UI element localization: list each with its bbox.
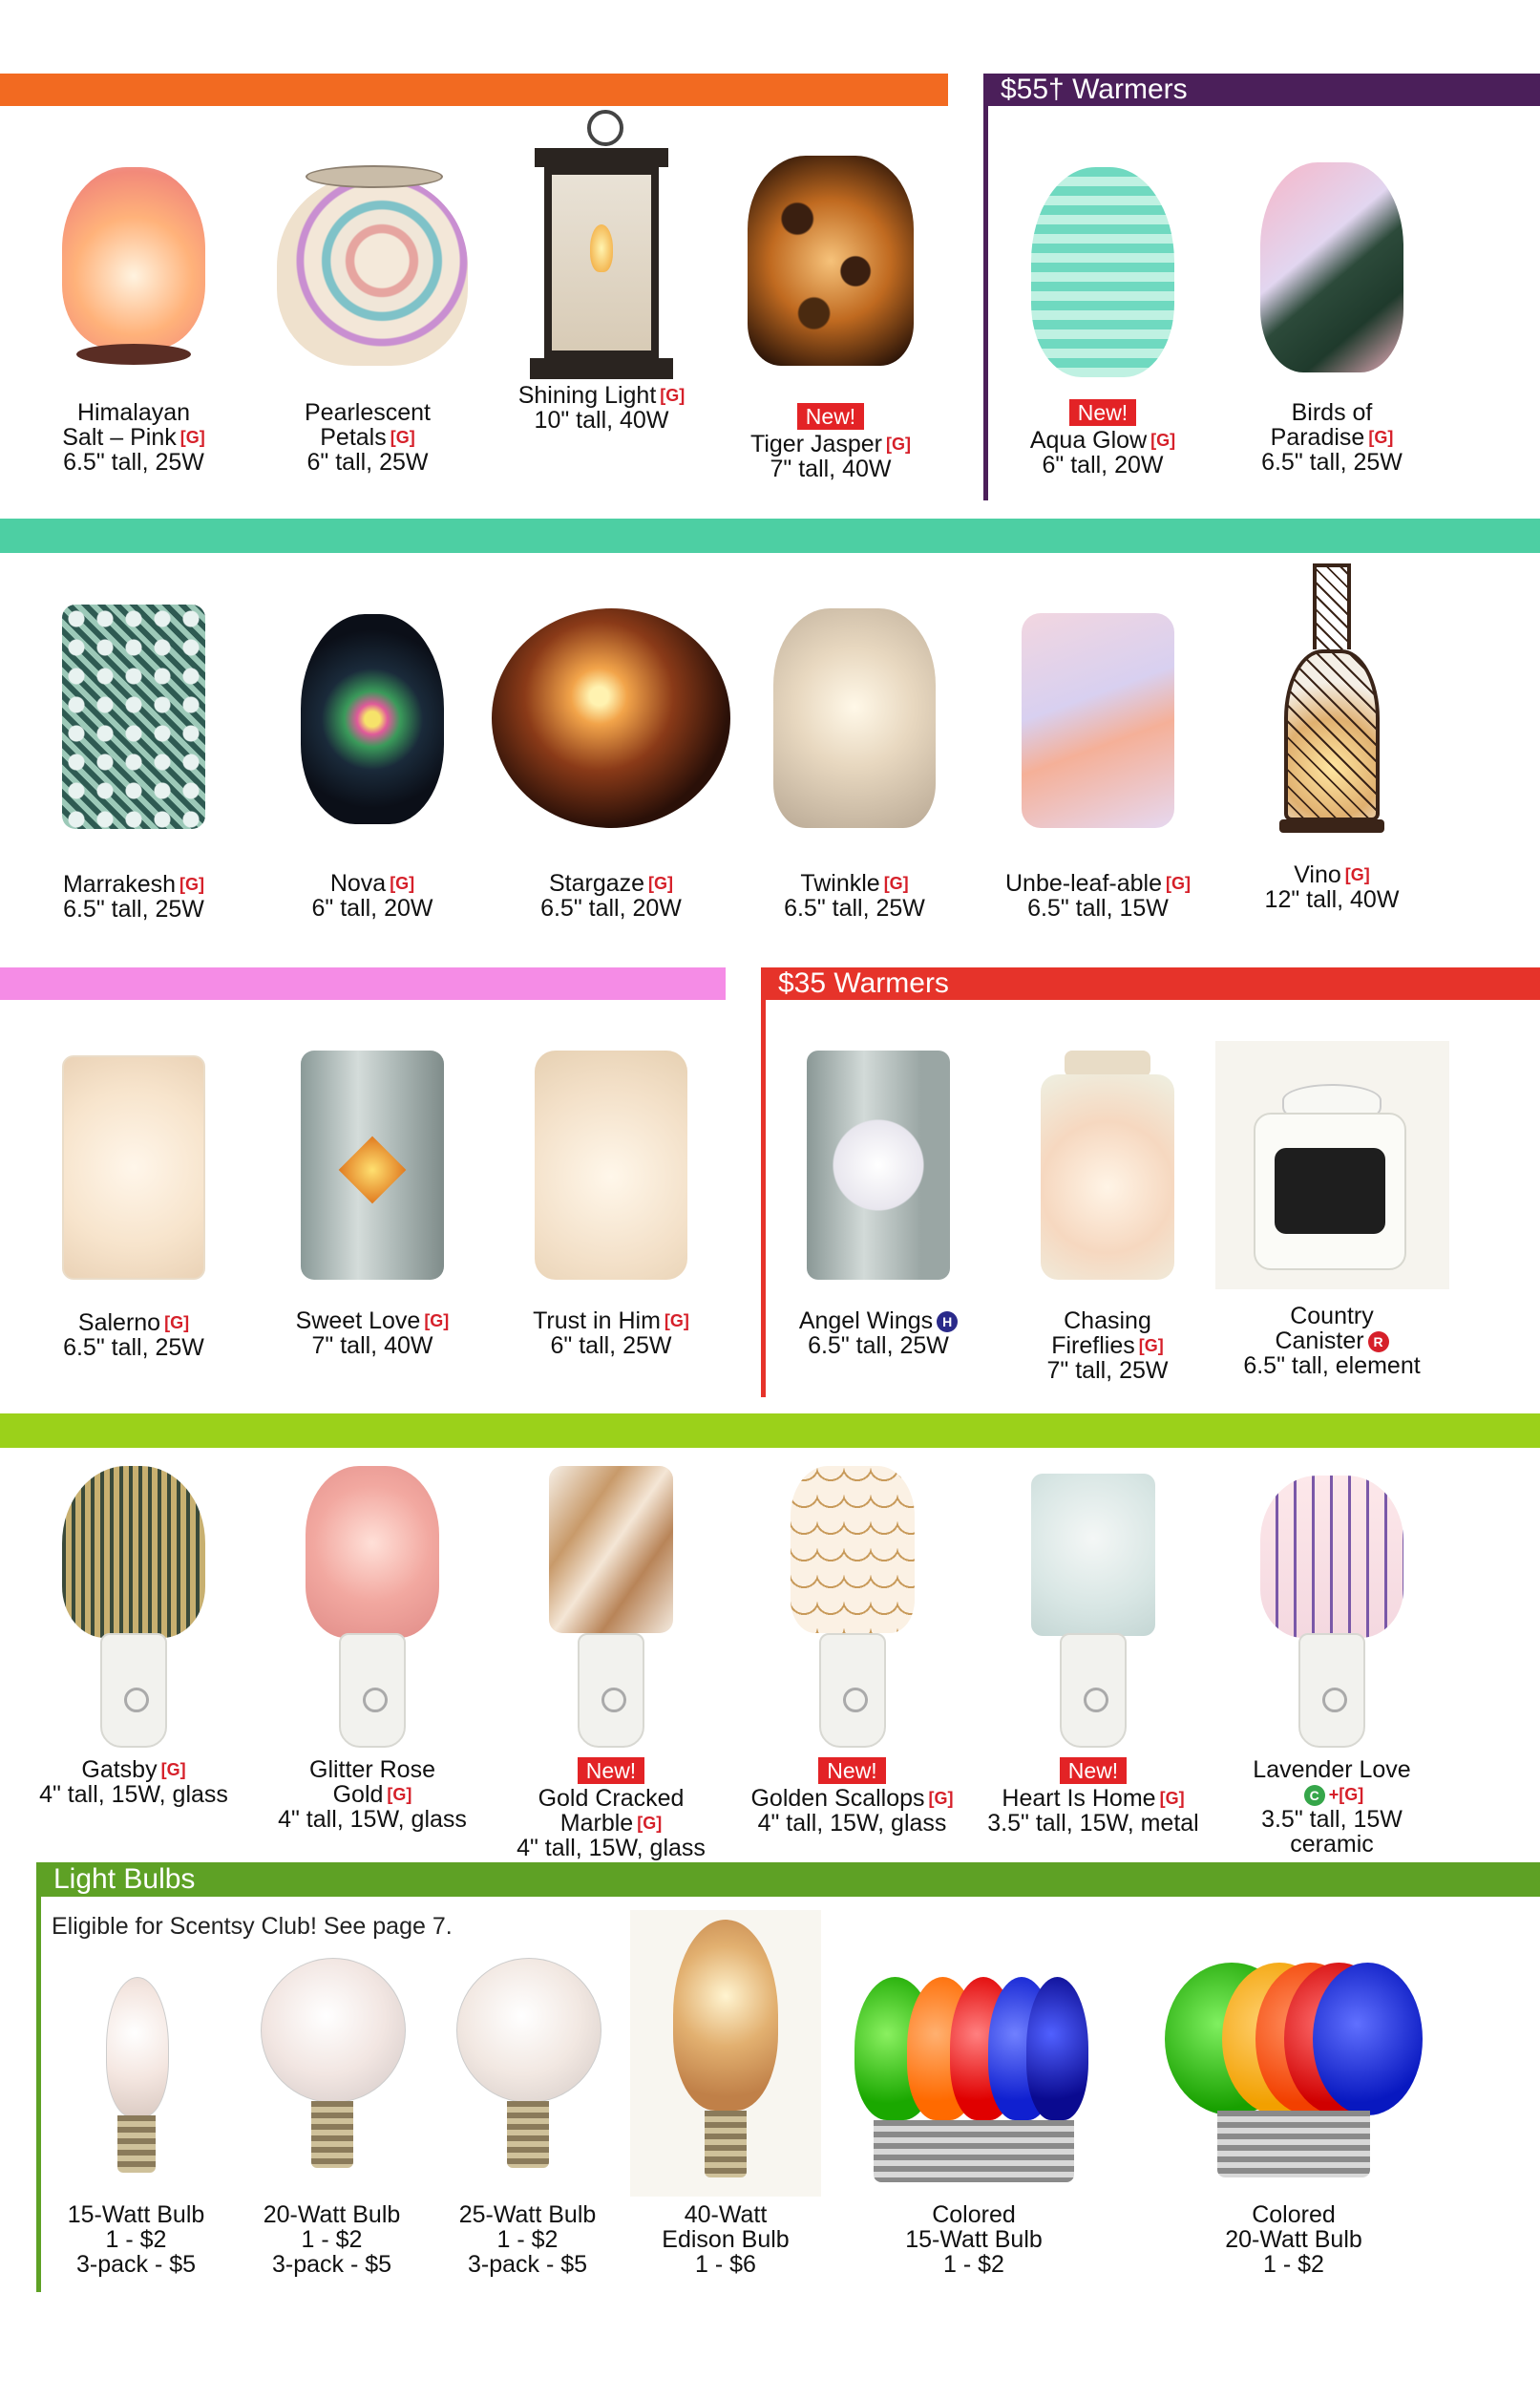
r-badge: R — [1368, 1331, 1389, 1352]
g-badge: [G] — [883, 874, 909, 893]
product-spec: 6.5" tall, 25W — [63, 896, 204, 923]
g-badge: [G] — [179, 428, 205, 447]
product-glitter-rose-gold[interactable] — [267, 1466, 477, 1832]
g-badge: [G] — [1150, 431, 1176, 450]
product-spec: 6" tall, 20W — [311, 895, 433, 922]
product-spec: 4" tall, 15W, glass — [517, 1835, 706, 1861]
g-badge: [G] — [390, 874, 415, 893]
colored-15-watt-bulbs-image — [854, 1967, 1093, 2197]
product-spec: 6.5" tall, element — [1243, 1352, 1421, 1379]
g-badge: [G] — [648, 874, 674, 893]
light-bulbs-header — [36, 1862, 1540, 1897]
chasing-fireflies-warmer-image — [1031, 1046, 1184, 1289]
product-name: Shining Light — [517, 382, 657, 409]
product-spec: 6.5" tall, 25W — [1261, 449, 1403, 476]
c-badge: C — [1304, 1785, 1325, 1806]
product-name: Chasing — [1064, 1307, 1151, 1334]
product-name: Marrakesh — [62, 871, 177, 898]
product-spec: 7" tall, 25W — [1046, 1357, 1169, 1384]
product-spec: 4" tall, 15W, glass — [39, 1781, 228, 1808]
product-name: Gold Cracked — [538, 1785, 685, 1812]
product-marrakesh[interactable] — [38, 600, 229, 922]
product-name-line2: Salt – Pink — [62, 424, 177, 451]
new-badge: New! — [578, 1757, 644, 1784]
product-price-pack: 3-pack - $5 — [271, 2251, 392, 2278]
product-spec: 10" tall, 40W — [534, 407, 669, 434]
country-canister-warmer-image — [1215, 1041, 1449, 1289]
golden-scallops-warmer-image — [781, 1466, 924, 1748]
product-gold-cracked-marble[interactable] — [506, 1466, 716, 1860]
product-spec: 4" tall, 15W, glass — [757, 1810, 947, 1837]
g-badge: [G] — [1368, 428, 1394, 447]
product-tiger-jasper[interactable] — [735, 148, 926, 481]
g-badge: [G] — [1166, 874, 1191, 893]
marrakesh-warmer-image — [57, 600, 210, 834]
product-spec: 6.5" tall, 25W — [784, 895, 925, 922]
product-spec: 12" tall, 40W — [1264, 886, 1400, 913]
product-golden-scallops[interactable] — [735, 1466, 969, 1836]
product-20-watt-bulb[interactable] — [248, 1948, 415, 2277]
product-spec: 6.5" tall, 25W — [63, 1334, 204, 1361]
product-name: Vino — [1294, 861, 1341, 888]
plus-g-badge: +[G] — [1328, 1785, 1364, 1804]
himalayan-salt-warmer-image — [53, 158, 215, 387]
product-name-line2: Marble — [559, 1810, 634, 1837]
product-colored-15-watt-bulb[interactable] — [840, 1967, 1108, 2277]
angel-wings-warmer-image — [797, 1046, 960, 1289]
g-badge: [G] — [179, 875, 205, 894]
product-spec: 3.5" tall, 15W, metal — [987, 1810, 1199, 1837]
g-badge: [G] — [390, 428, 415, 447]
product-name: Birds of — [1291, 399, 1373, 426]
warmers-35-header — [761, 967, 1540, 1000]
aqua-glow-warmer-image — [1022, 162, 1184, 392]
lime-band — [0, 1413, 1540, 1448]
product-spec: 6" tall, 25W — [550, 1332, 672, 1359]
product-name-line2: 20-Watt Bulb — [1225, 2226, 1362, 2253]
gatsby-warmer-image — [57, 1466, 210, 1748]
product-name: Angel Wings — [798, 1307, 934, 1334]
product-price: 1 - $2 — [105, 2226, 167, 2253]
product-shining-light[interactable] — [496, 110, 707, 433]
product-chasing-fireflies[interactable] — [1012, 1046, 1203, 1383]
product-name: Glitter Rose — [309, 1756, 435, 1783]
product-name-line2: Canister — [1275, 1327, 1364, 1354]
product-name: Heart Is Home — [1002, 1785, 1156, 1812]
product-name: Sweet Love — [295, 1307, 421, 1334]
product-name: Twinkle — [800, 870, 880, 897]
nova-warmer-image — [296, 609, 449, 829]
g-badge: [G] — [1344, 865, 1370, 884]
product-gatsby[interactable] — [33, 1466, 234, 1807]
warmers-35-divider — [761, 967, 766, 1397]
product-spec-line2: ceramic — [1290, 1831, 1374, 1858]
product-spec: 4" tall, 15W, glass — [278, 1806, 467, 1833]
g-badge: [G] — [886, 435, 911, 454]
pearlescent-petals-warmer-image — [267, 158, 477, 387]
orange-band — [0, 74, 948, 106]
g-badge: [G] — [1159, 1789, 1185, 1808]
product-name: 25-Watt Bulb — [458, 2201, 597, 2228]
product-himalayan-salt-pink[interactable] — [33, 158, 234, 475]
product-name: 40-Watt — [684, 2201, 768, 2228]
product-name: Gatsby — [81, 1756, 158, 1783]
product-birds-of-paradise[interactable] — [1236, 158, 1427, 475]
product-price: 1 - $2 — [496, 2226, 559, 2253]
product-spec: 7" tall, 40W — [311, 1332, 433, 1359]
light-bulbs-title: Light Bulbs — [53, 1863, 196, 1895]
product-lavender-love[interactable] — [1227, 1466, 1437, 1857]
product-name: Pearlescent — [304, 399, 432, 426]
product-name: Tiger Jasper — [749, 431, 882, 457]
product-name: Stargaze — [548, 870, 645, 897]
g-badge: [G] — [164, 1313, 190, 1332]
product-name: Colored — [932, 2201, 1016, 2228]
product-25-watt-bulb[interactable] — [444, 1948, 611, 2277]
trust-in-him-warmer-image — [530, 1046, 692, 1289]
product-name-line2: Gold — [332, 1781, 384, 1808]
g-badge: [G] — [424, 1311, 450, 1330]
product-name: Aqua Glow — [1029, 427, 1148, 454]
bulbs-eligible-note: Eligible for Scentsy Club! See page 7. — [52, 1913, 453, 1940]
product-name-line2: Fireflies — [1051, 1332, 1135, 1359]
product-nova[interactable] — [277, 609, 468, 921]
product-40-watt-edison-bulb[interactable] — [630, 1910, 821, 2277]
new-badge: New! — [818, 1757, 885, 1784]
g-badge: [G] — [664, 1311, 689, 1330]
birds-of-paradise-warmer-image — [1255, 158, 1408, 387]
product-name: Unbe-leaf-able — [1005, 870, 1162, 897]
warmers-55-header — [983, 74, 1540, 106]
product-angel-wings[interactable] — [783, 1046, 974, 1358]
40-watt-edison-bulb-image — [630, 1910, 821, 2197]
product-name: Trust in Him — [533, 1307, 661, 1334]
25-watt-bulb-image — [456, 1948, 600, 2197]
g-badge: [G] — [637, 1814, 663, 1833]
product-trust-in-him[interactable] — [511, 1046, 711, 1358]
vino-warmer-image — [1279, 563, 1384, 836]
15-watt-bulb-image — [98, 1967, 175, 2197]
new-badge: New! — [797, 403, 864, 430]
product-spec: 6.5" tall, 20W — [540, 895, 682, 922]
product-heart-is-home[interactable] — [979, 1466, 1208, 1836]
colored-20-watt-bulbs-image — [1165, 1958, 1423, 2197]
product-name-line2: 15-Watt Bulb — [905, 2226, 1043, 2253]
product-price-pack: 3-pack - $5 — [467, 2251, 588, 2278]
product-name: Lavender Love — [1253, 1756, 1411, 1783]
product-name: Nova — [329, 870, 387, 897]
product-price: 1 - $6 — [695, 2251, 756, 2278]
warmers-55-title: $55† Warmers — [1001, 74, 1188, 105]
product-name: Salerno — [77, 1309, 161, 1336]
product-spec: 6" tall, 20W — [1042, 452, 1164, 478]
product-spec: 6" tall, 25W — [306, 449, 429, 476]
new-badge: New! — [1069, 399, 1136, 426]
product-twinkle[interactable] — [759, 604, 950, 921]
product-name: 15-Watt Bulb — [67, 2201, 205, 2228]
product-spec: 6.5" tall, 25W — [808, 1332, 949, 1359]
heart-is-home-warmer-image — [1022, 1466, 1165, 1748]
product-pearlescent-petals[interactable] — [267, 158, 468, 475]
product-spec: 6.5" tall, 25W — [63, 449, 204, 476]
product-name-line2: Paradise — [1270, 424, 1365, 451]
product-sweet-love[interactable] — [277, 1046, 468, 1358]
salerno-warmer-image — [57, 1051, 210, 1289]
twinkle-warmer-image — [769, 604, 940, 833]
product-country-canister[interactable] — [1213, 1041, 1451, 1378]
product-spec: 7" tall, 40W — [770, 456, 892, 482]
product-spec: 6.5" tall, 15W — [1027, 895, 1169, 922]
new-badge: New! — [1060, 1757, 1127, 1784]
glitter-rose-gold-warmer-image — [296, 1466, 449, 1748]
shining-light-warmer-image — [516, 110, 687, 387]
product-colored-20-watt-bulb[interactable] — [1160, 1958, 1427, 2277]
h-badge: H — [937, 1311, 958, 1332]
product-name-line2: Edison Bulb — [662, 2226, 790, 2253]
20-watt-bulb-image — [261, 1948, 404, 2197]
g-badge: [G] — [160, 1760, 186, 1779]
gold-cracked-marble-warmer-image — [539, 1466, 683, 1748]
g-badge: [G] — [660, 386, 686, 405]
product-vino[interactable] — [1236, 563, 1427, 912]
warmers-35-title: $35 Warmers — [778, 967, 949, 999]
product-name: Golden Scallops — [750, 1785, 925, 1812]
g-badge: [G] — [387, 1785, 412, 1804]
product-price: 1 - $2 — [943, 2251, 1004, 2278]
lavender-love-warmer-image — [1255, 1466, 1408, 1748]
product-unbe-leaf-able[interactable] — [993, 608, 1203, 921]
product-15-watt-bulb[interactable] — [53, 1967, 220, 2277]
g-badge: [G] — [928, 1789, 954, 1808]
product-price: 1 - $2 — [1263, 2251, 1324, 2278]
teal-band — [0, 519, 1540, 553]
product-name: Himalayan — [76, 399, 191, 426]
product-name: Colored — [1252, 2201, 1336, 2228]
product-aqua-glow[interactable] — [1007, 162, 1198, 478]
unbe-leaf-able-warmer-image — [1017, 608, 1179, 833]
pink-band — [0, 967, 726, 1000]
product-name: 20-Watt Bulb — [263, 2201, 401, 2228]
product-price-pack: 3-pack - $5 — [75, 2251, 197, 2278]
sweet-love-warmer-image — [296, 1046, 449, 1289]
product-stargaze[interactable] — [492, 604, 730, 921]
product-price: 1 - $2 — [301, 2226, 363, 2253]
tiger-jasper-warmer-image — [740, 148, 921, 392]
product-name: Country — [1290, 1303, 1374, 1329]
stargaze-warmer-image — [492, 604, 730, 833]
product-name-line2: Petals — [320, 424, 387, 451]
warmers-55-divider — [983, 74, 988, 500]
light-bulbs-divider — [36, 1862, 41, 2292]
product-spec: 3.5" tall, 15W — [1261, 1806, 1403, 1833]
product-salerno[interactable] — [38, 1051, 229, 1360]
g-badge: [G] — [1138, 1336, 1164, 1355]
